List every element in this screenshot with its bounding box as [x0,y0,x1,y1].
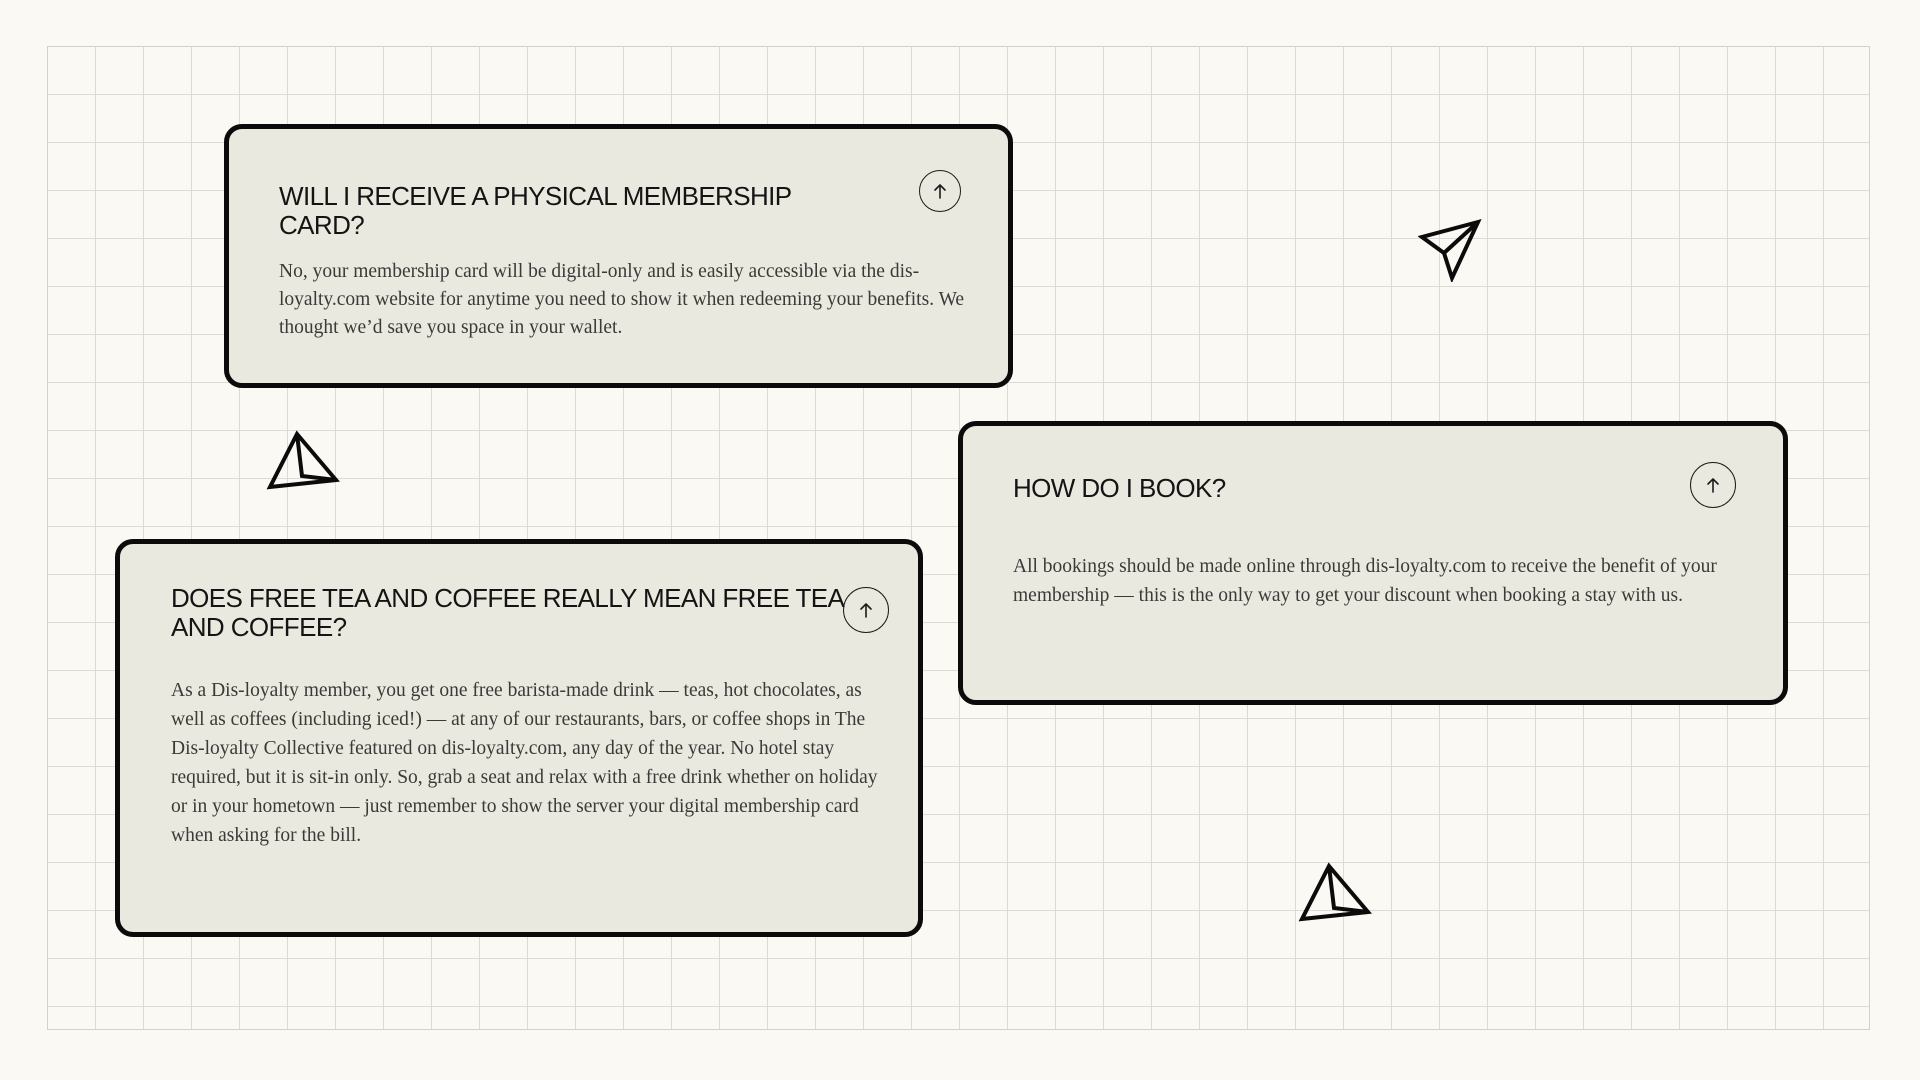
faq-question: WILL I RECEIVE A PHYSICAL MEMBERSHIP CARD? [279,181,792,240]
arrow-up-icon [1705,476,1721,494]
paper-plane-icon [1298,862,1372,924]
faq-question: HOW DO I BOOK? [1013,473,1226,503]
faq-answer: All bookings should be made online through dis-loyalty.com to receive the benefit of your membership — this is the only way to get your discount when booking a stay with us. [1013,556,1717,606]
faq-card-how-to-book [958,421,1788,705]
collapse-button[interactable] [919,170,961,212]
faq-question: DOES FREE TEA AND COFFEE REALLY MEAN FREE TEA AND COFFEE? [171,583,843,642]
arrow-up-icon [858,601,874,619]
faq-answer: As a Dis-loyalty member, you get one free barista-made drink — teas, hot chocolates, as well as coffees (including iced!) — at any of our restaurants, bars, or coffee shops in The Dis-loyalty Collective featured on dis-loyalty.com, any day of the year. No hotel stay required, but it is sit-in only. So, grab a seat and relax with a free drink whether on holiday or in your hometown — just remember to show the server your digital membership card when asking for the bill. [171,680,878,846]
collapse-button[interactable] [843,587,889,633]
faq-answer: No, your membership card will be digital-only and is easily accessible via the dis-loyalty.com website for anytime you need to show it when redeeming your benefits. We thought we’d save you space in your wallet. [279,261,965,338]
paper-plane-icon [1418,218,1482,282]
collapse-button[interactable] [1690,462,1736,508]
faq-card-free-tea-coffee [115,539,923,937]
paper-plane-icon [266,430,340,492]
faq-card-physical-card [224,124,1013,388]
arrow-up-icon [932,182,948,200]
